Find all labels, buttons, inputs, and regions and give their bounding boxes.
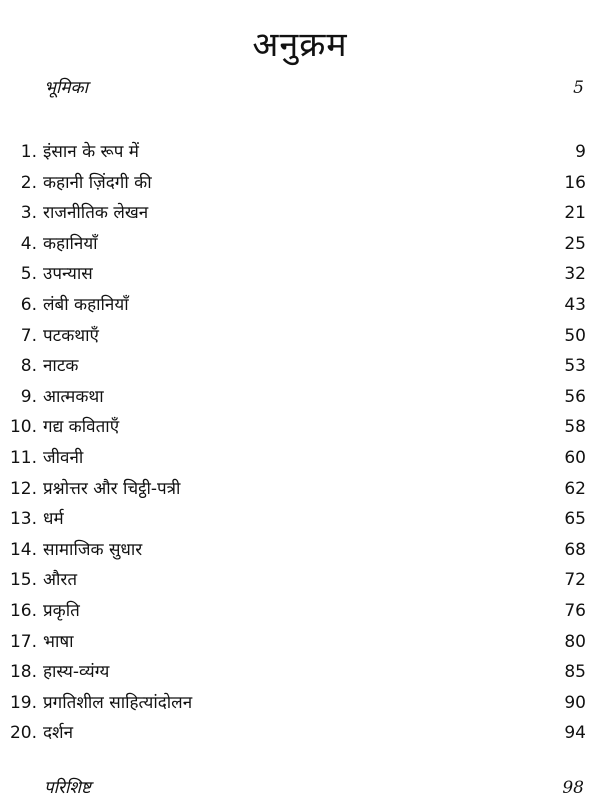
toc-entry-page: 94 <box>564 723 586 744</box>
toc-entry <box>0 539 600 570</box>
toc-entry-page: 72 <box>564 570 586 591</box>
toc-entry-title: कहानी ज़िंदगी की <box>43 172 152 193</box>
toc-entry <box>0 263 600 294</box>
toc-entry-number: 16. <box>9 600 37 621</box>
toc-entry-number: 6. <box>20 294 37 315</box>
toc-entry-number: 17. <box>9 631 37 652</box>
back-matter-page: 98 <box>562 778 584 798</box>
toc-entry-title: राजनीतिक लेखन <box>43 203 149 224</box>
toc-entry <box>0 202 600 233</box>
toc-entry-title: आत्मकथा <box>43 386 104 407</box>
page-title: अनुक्रम <box>252 24 348 65</box>
toc-entry-page: 76 <box>564 600 586 621</box>
toc-entry-title: भाषा <box>43 631 74 652</box>
toc-entry-number: 10. <box>9 417 37 438</box>
toc-entry-title: इंसान के रूप में <box>43 142 139 162</box>
toc-entry-page: 25 <box>564 233 586 254</box>
toc-entry-number: 7. <box>20 325 37 346</box>
toc-entry-title: कहानियाँ <box>43 233 98 254</box>
back-matter-row <box>44 777 584 799</box>
toc-entry-number: 4. <box>20 233 37 254</box>
back-matter-label: परिशिष्ट <box>44 778 91 798</box>
front-matter-row <box>44 77 584 99</box>
toc-entry-page: 56 <box>564 386 586 407</box>
toc-entry-page: 90 <box>564 692 586 713</box>
toc-entry <box>0 692 600 723</box>
toc-entry-number: 9. <box>20 386 37 407</box>
toc-entry-page: 62 <box>564 478 586 499</box>
toc-entry <box>0 386 600 417</box>
toc-entry-page: 21 <box>564 203 586 224</box>
toc-entry-number: 3. <box>20 203 37 224</box>
toc-entry-number: 5. <box>20 264 37 285</box>
toc-entry <box>0 508 600 539</box>
toc-entry-page: 80 <box>564 631 586 652</box>
toc-entry-title: धर्म <box>43 509 64 530</box>
toc-entry-number: 14. <box>9 539 37 560</box>
toc-entry-title: उपन्यास <box>43 264 93 285</box>
toc-entry-title: प्रकृति <box>43 600 80 621</box>
toc-entry-number: 20. <box>9 723 37 744</box>
toc-entry <box>0 661 600 692</box>
toc-entry-title: प्रश्नोत्तर और चिट्ठी-पत्री <box>43 478 181 499</box>
toc-entry <box>0 172 600 203</box>
toc-entry-title: लंबी कहानियाँ <box>43 294 129 315</box>
toc-entry-number: 11. <box>9 447 37 468</box>
toc-entry-number: 19. <box>9 692 37 713</box>
toc-entry-page: 68 <box>564 539 586 560</box>
toc-entry-page: 53 <box>564 356 586 377</box>
toc-entry-number: 1. <box>20 142 37 162</box>
toc-entry <box>0 294 600 325</box>
toc-entry-page: 85 <box>564 662 586 683</box>
toc-entry-page: 58 <box>564 417 586 438</box>
toc-entry <box>0 478 600 509</box>
toc-entry <box>0 631 600 662</box>
front-matter-label: भूमिका <box>44 78 88 98</box>
toc-entry-title: नाटक <box>43 356 79 377</box>
toc-entry <box>0 325 600 356</box>
toc-entry-title: दर्शन <box>43 723 74 744</box>
toc-entry-title: पटकथाएँ <box>43 325 99 346</box>
toc-entry-number: 12. <box>9 478 37 499</box>
toc-entry-number: 8. <box>20 356 37 377</box>
toc-entry-page: 65 <box>564 509 586 530</box>
toc-entry-number: 2. <box>20 172 37 193</box>
toc-entry-page: 50 <box>564 325 586 346</box>
toc-entry-title: हास्य-व्यंग्य <box>43 662 110 683</box>
toc-entry <box>0 355 600 386</box>
toc-entry-title: गद्य कविताएँ <box>43 417 120 438</box>
toc-entry-page: 60 <box>564 447 586 468</box>
toc-entry-page: 9 <box>575 142 586 162</box>
toc-entry-list <box>0 141 600 753</box>
toc-entry <box>0 722 600 753</box>
toc-entry-title: औरत <box>43 570 78 591</box>
toc-entry <box>0 141 600 172</box>
toc-entry-title: प्रगतिशील साहित्यांदोलन <box>43 692 193 713</box>
toc-entry-number: 18. <box>9 662 37 683</box>
toc-entry <box>0 233 600 264</box>
toc-entry-page: 32 <box>564 264 586 285</box>
toc-entry-page: 43 <box>564 294 586 315</box>
toc-entry-page: 16 <box>564 172 586 193</box>
toc-entry <box>0 600 600 631</box>
toc-entry-title: जीवनी <box>43 447 84 468</box>
toc-entry <box>0 569 600 600</box>
toc-entry <box>0 416 600 447</box>
front-matter-page: 5 <box>573 78 584 98</box>
toc-entry-title: सामाजिक सुधार <box>43 539 143 560</box>
toc-entry-number: 15. <box>9 570 37 591</box>
toc-entry-number: 13. <box>9 509 37 530</box>
toc-entry <box>0 447 600 478</box>
